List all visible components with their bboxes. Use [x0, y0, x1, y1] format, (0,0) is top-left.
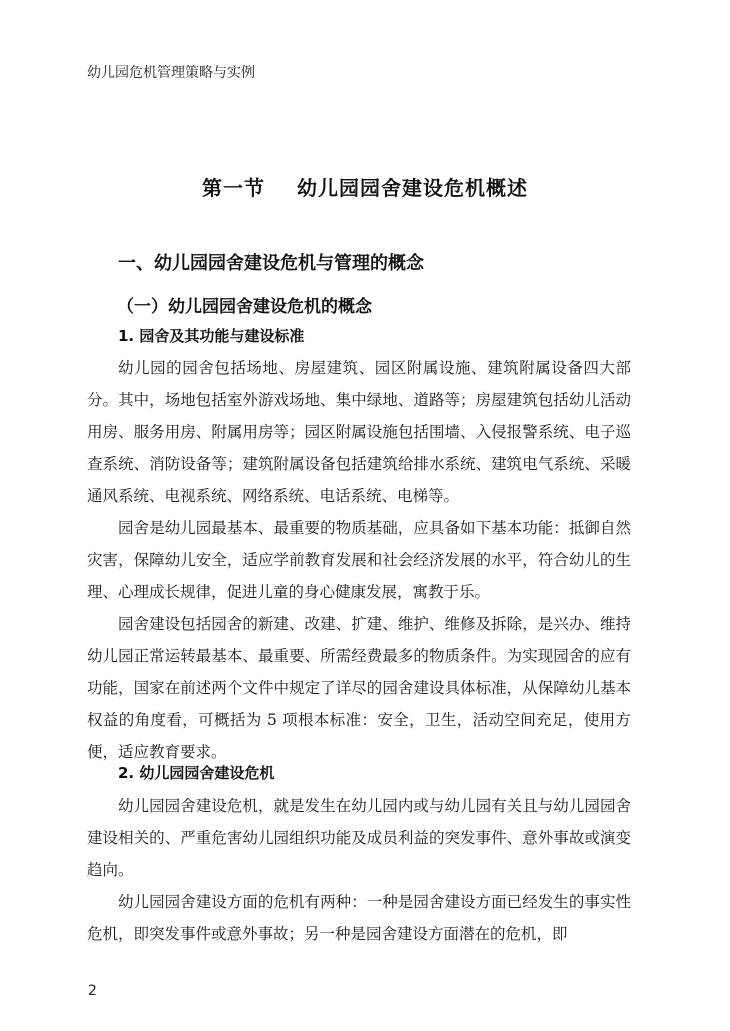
- heading-level-1: [118, 249, 424, 275]
- running-head: 幼儿园危机管理策略与实例: [87, 65, 255, 81]
- page-number: 2: [88, 983, 97, 999]
- paragraph: 幼儿园园舍建设危机，就是发生在幼儿园内或与幼儿园有关且与幼儿园园舍建设相关的、严重危害幼儿园组织功能及成员利益的突发事件、意外事故或演变趋向。: [87, 797, 631, 879]
- paragraph: 园舍是幼儿园最基本、最重要的物质基础，应具备如下基本功能：抵御自然灾害，保障幼儿安全，适应学前教育发展和社会经济发展的水平，符合幼儿的生理、心理成长规律，促进儿童的身心健康发展，寓教于乐。: [87, 519, 631, 601]
- section-title-text: 幼儿园园舍建设危机概述: [297, 176, 528, 200]
- section-number: 第一节: [202, 176, 265, 200]
- paragraph: 幼儿园的园舍包括场地、房屋建筑、园区附属设施、建筑附属设备四大部分。其中，场地包括室外游戏场地、集中绿地、道路等；房屋建筑包括幼儿活动用房、服务用房、附属用房等；园区附属设施包括围墙、入侵报警系统、电子巡查系统、消防设备等；建筑附属设备包括建筑给排水系统、建筑电气系统、采暖通风系统、电视系统、网络系统、电话系统、电梯等。: [87, 359, 631, 505]
- paragraph: 幼儿园园舍建设方面的危机有两种：一种是园舍建设方面已经发生的事实性危机，即突发事件或意外事故；另一种是园舍建设方面潜在的危机，即: [87, 893, 631, 943]
- subheading-2: 2. 幼儿园园舍建设危机: [118, 764, 275, 782]
- subheading-1: 1. 园舍及其功能与建设标准: [118, 327, 305, 345]
- section-title: [0, 172, 730, 201]
- paragraph: 园舍建设包括园舍的新建、改建、扩建、维护、维修及拆除，是兴办、维持幼儿园正常运转最基本、最重要、所需经费最多的物质条件。为实现园舍的应有功能，国家在前述两个文件中规定了详尽的园舍建设具体标准，从保障幼儿基本权益的角度看，可概括为 5 项根本标准：安全，卫生，活动空间充足，使用方便，适应教育要求。: [87, 615, 631, 761]
- heading-level-1-text: 一、幼儿园园舍建设危机与管理的概念: [118, 253, 424, 274]
- heading-level-2: （一）幼儿园园舍建设危机的概念: [117, 297, 372, 317]
